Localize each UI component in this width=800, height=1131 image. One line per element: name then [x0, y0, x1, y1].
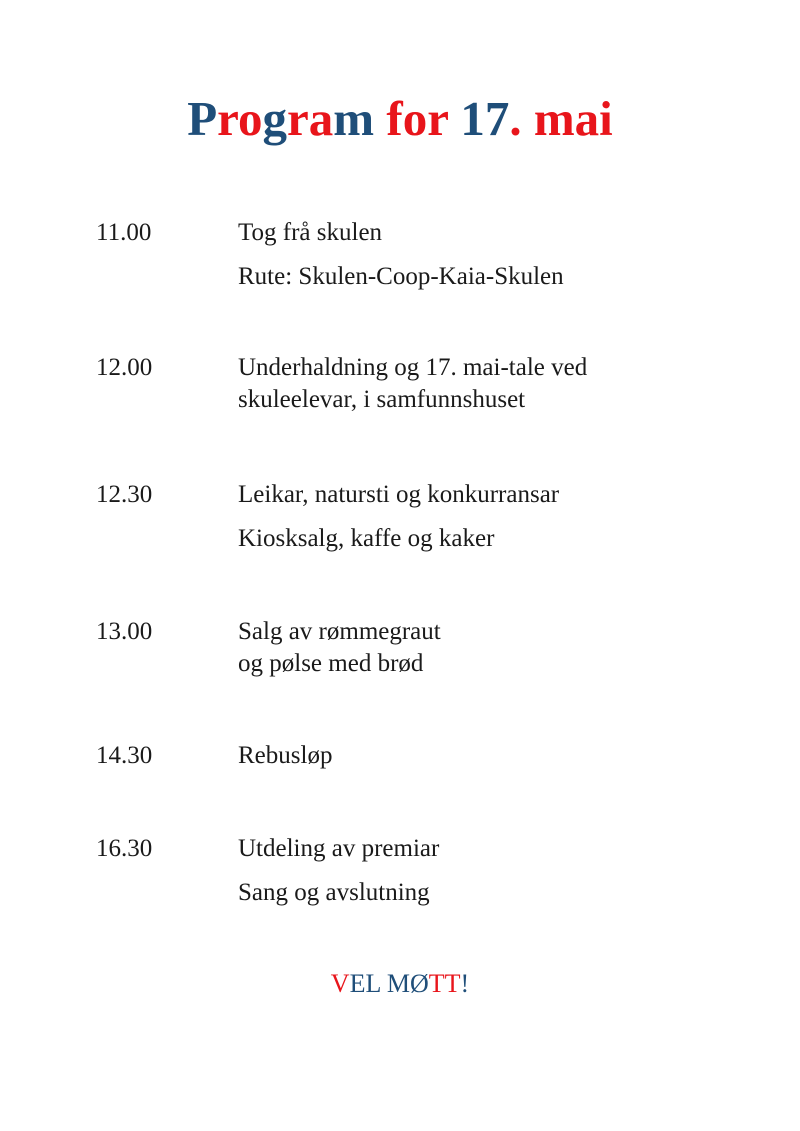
footer-part: ! [460, 969, 470, 998]
description-line: Leikar, natursti og konkurransar [238, 481, 560, 508]
schedule-description [238, 740, 758, 772]
title-part: P [187, 91, 218, 146]
title-part: ra [287, 91, 334, 146]
title-part: for [386, 91, 449, 146]
description-line: Sang og avslutning [238, 879, 430, 906]
description-line: Underhaldning og 17. mai-tale ved [238, 354, 588, 381]
schedule-time: 13.00 [96, 618, 153, 645]
schedule-description [238, 616, 758, 680]
description-line: Utdeling av premiar [238, 835, 440, 862]
footer-part: MØ [386, 969, 429, 998]
footer-part: TT [428, 969, 461, 998]
schedule-time: 11.00 [96, 219, 152, 246]
schedule-description [238, 217, 758, 293]
description-line: Salg av rømmegraut [238, 618, 441, 645]
schedule-time: 12.00 [96, 354, 153, 381]
schedule-description [238, 352, 758, 416]
title-part: . mai [509, 91, 613, 146]
description-line: og pølse med brød [238, 650, 424, 677]
description-line: Rute: Skulen-Coop-Kaia-Skulen [238, 263, 564, 290]
title-part: g [262, 91, 288, 146]
description-line: Kiosksalg, kaffe og kaker [238, 525, 495, 552]
schedule-time: 16.30 [96, 835, 153, 862]
title-part: 17 [448, 91, 510, 146]
description-line: skuleelevar, i samfunnshuset [238, 386, 526, 413]
title-part: m [333, 91, 387, 146]
description-line: Tog frå skulen [238, 219, 383, 246]
welcome-message [0, 968, 800, 1000]
page-title [0, 92, 800, 146]
title-part: ro [217, 91, 263, 146]
schedule-description [238, 479, 758, 555]
schedule-description [238, 833, 758, 909]
description-line: Rebusløp [238, 742, 333, 769]
schedule-time: 12.30 [96, 481, 153, 508]
footer-part: V [330, 969, 350, 998]
schedule-time: 14.30 [96, 742, 153, 769]
footer-part: EL [349, 969, 387, 998]
